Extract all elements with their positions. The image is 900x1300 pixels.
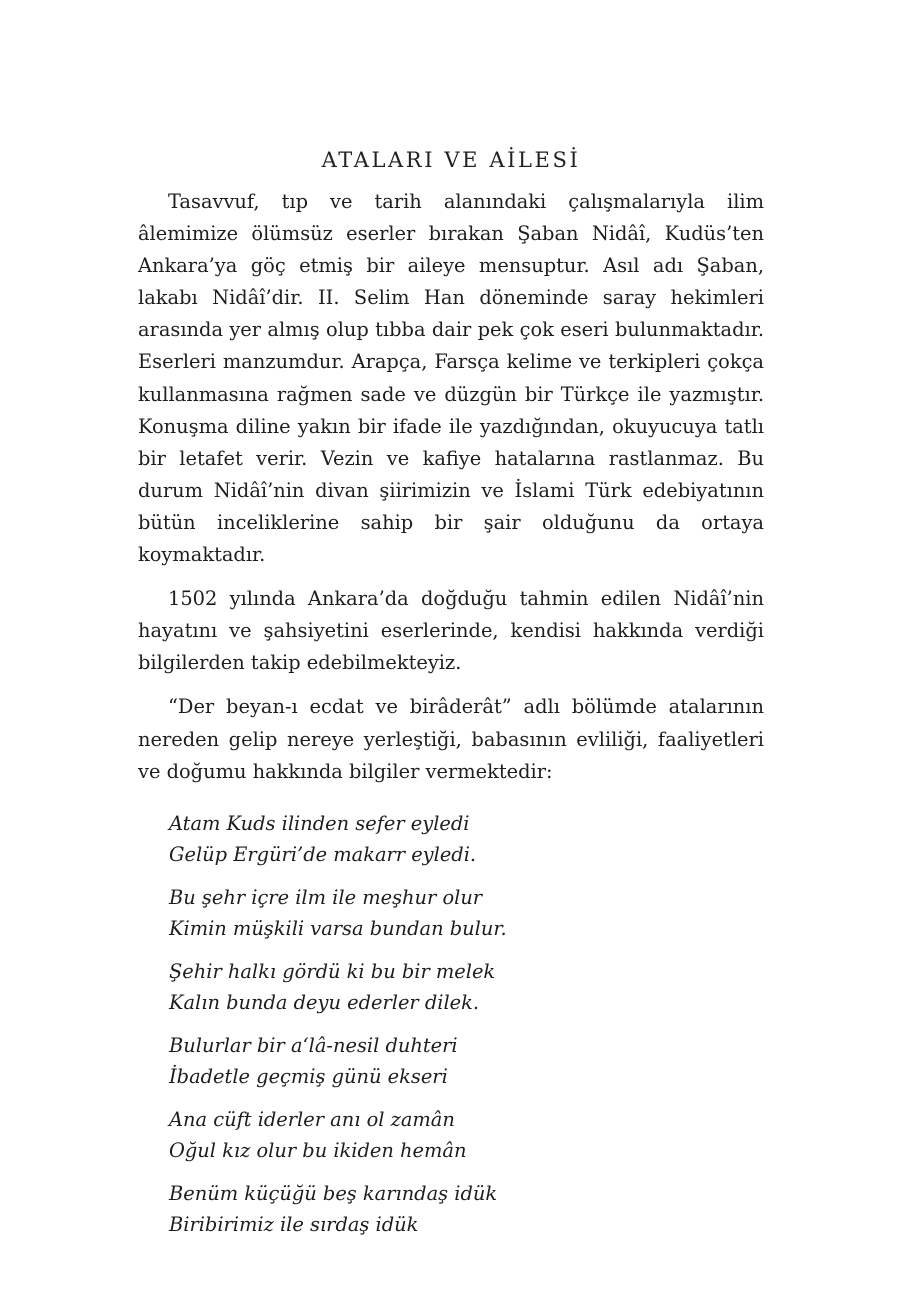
couplet [169, 1030, 764, 1092]
chapter-title: ATALARI VE AİLESİ [321, 148, 581, 172]
verse-line: Oğul kız olur bu ikiden hemân [169, 1138, 467, 1162]
paragraph-ancestors: “Der beyan-ı ecdat ve birâderât” adlı bölümde atalarının nereden gelip nereye yerleştiği, babasının evliliği, faaliyetleri ve doğumu hakkında bilgiler vermektedir: [138, 695, 764, 783]
verse-line: Kalın bunda deyu ederler dilek. [169, 990, 480, 1014]
verse-line: Ana cüft iderler anı ol zamân [169, 1107, 455, 1131]
verse-line: Atam Kuds ilinden sefer eyledi [169, 811, 470, 835]
verse-line: Biribirimiz ile sırdaş idük [169, 1212, 419, 1236]
verse-line: Şehir halkı gördü ki bu bir melek [169, 959, 496, 983]
verse-line: Bulurlar bir a‘lâ-nesil duhteri [169, 1033, 458, 1057]
couplet [169, 956, 764, 1018]
verse-line: Gelüp Ergüri’de makarr eyledi. [169, 842, 477, 866]
verse-line: Bu şehr içre ilm ile meşhur olur [169, 885, 483, 909]
couplet [169, 808, 764, 870]
couplet [169, 1178, 764, 1240]
verse-block [138, 808, 764, 1240]
couplet [169, 1104, 764, 1166]
verse-line: Benüm küçüğü beş karındaş idük [169, 1181, 498, 1205]
verse-line: İbadetle geçmiş günü ekseri [169, 1064, 448, 1088]
paragraph-birth: 1502 yılında Ankara’da doğduğu tahmin edilen Nidâî’nin hayatını ve şahsiyetini eserlerinde, kendisi hakkında verdiği bilgilerden takip edebilmekteyiz. [138, 587, 764, 675]
book-page [138, 148, 764, 1252]
verse-line: Kimin müşkili varsa bundan bulur. [169, 916, 507, 940]
paragraph-intro: Tasavvuf, tıp ve tarih alanındaki çalışmalarıyla ilim âlemimize ölümsüz eserler bırakan Şaban Nidâî, Kudüs’ten Ankara’ya göç etmiş bir aileye mensuptur. Asıl adı Şaban, lakabı Nidâî’dir. II. Selim Han döneminde saray hekimleri arasında yer almış olup tıbba dair pek çok eseri bulunmaktadır. Eserleri manzumdur. Arapça, Farsça kelime ve terkipleri çokça kullanmasına rağmen sade ve düzgün bir Türkçe ile yazmıştır. Konuşma diline yakın bir ifade ile yazdığından, okuyucuya tatlı bir letafet verir. Vezin ve kafiye hatalarına rastlanmaz. Bu durum Nidâî’nin divan şiirimizin ve İslami Türk edebiyatının bütün inceliklerine sahip bir şair olduğunu da ortaya koymaktadır. [138, 190, 764, 567]
couplet [169, 882, 764, 944]
